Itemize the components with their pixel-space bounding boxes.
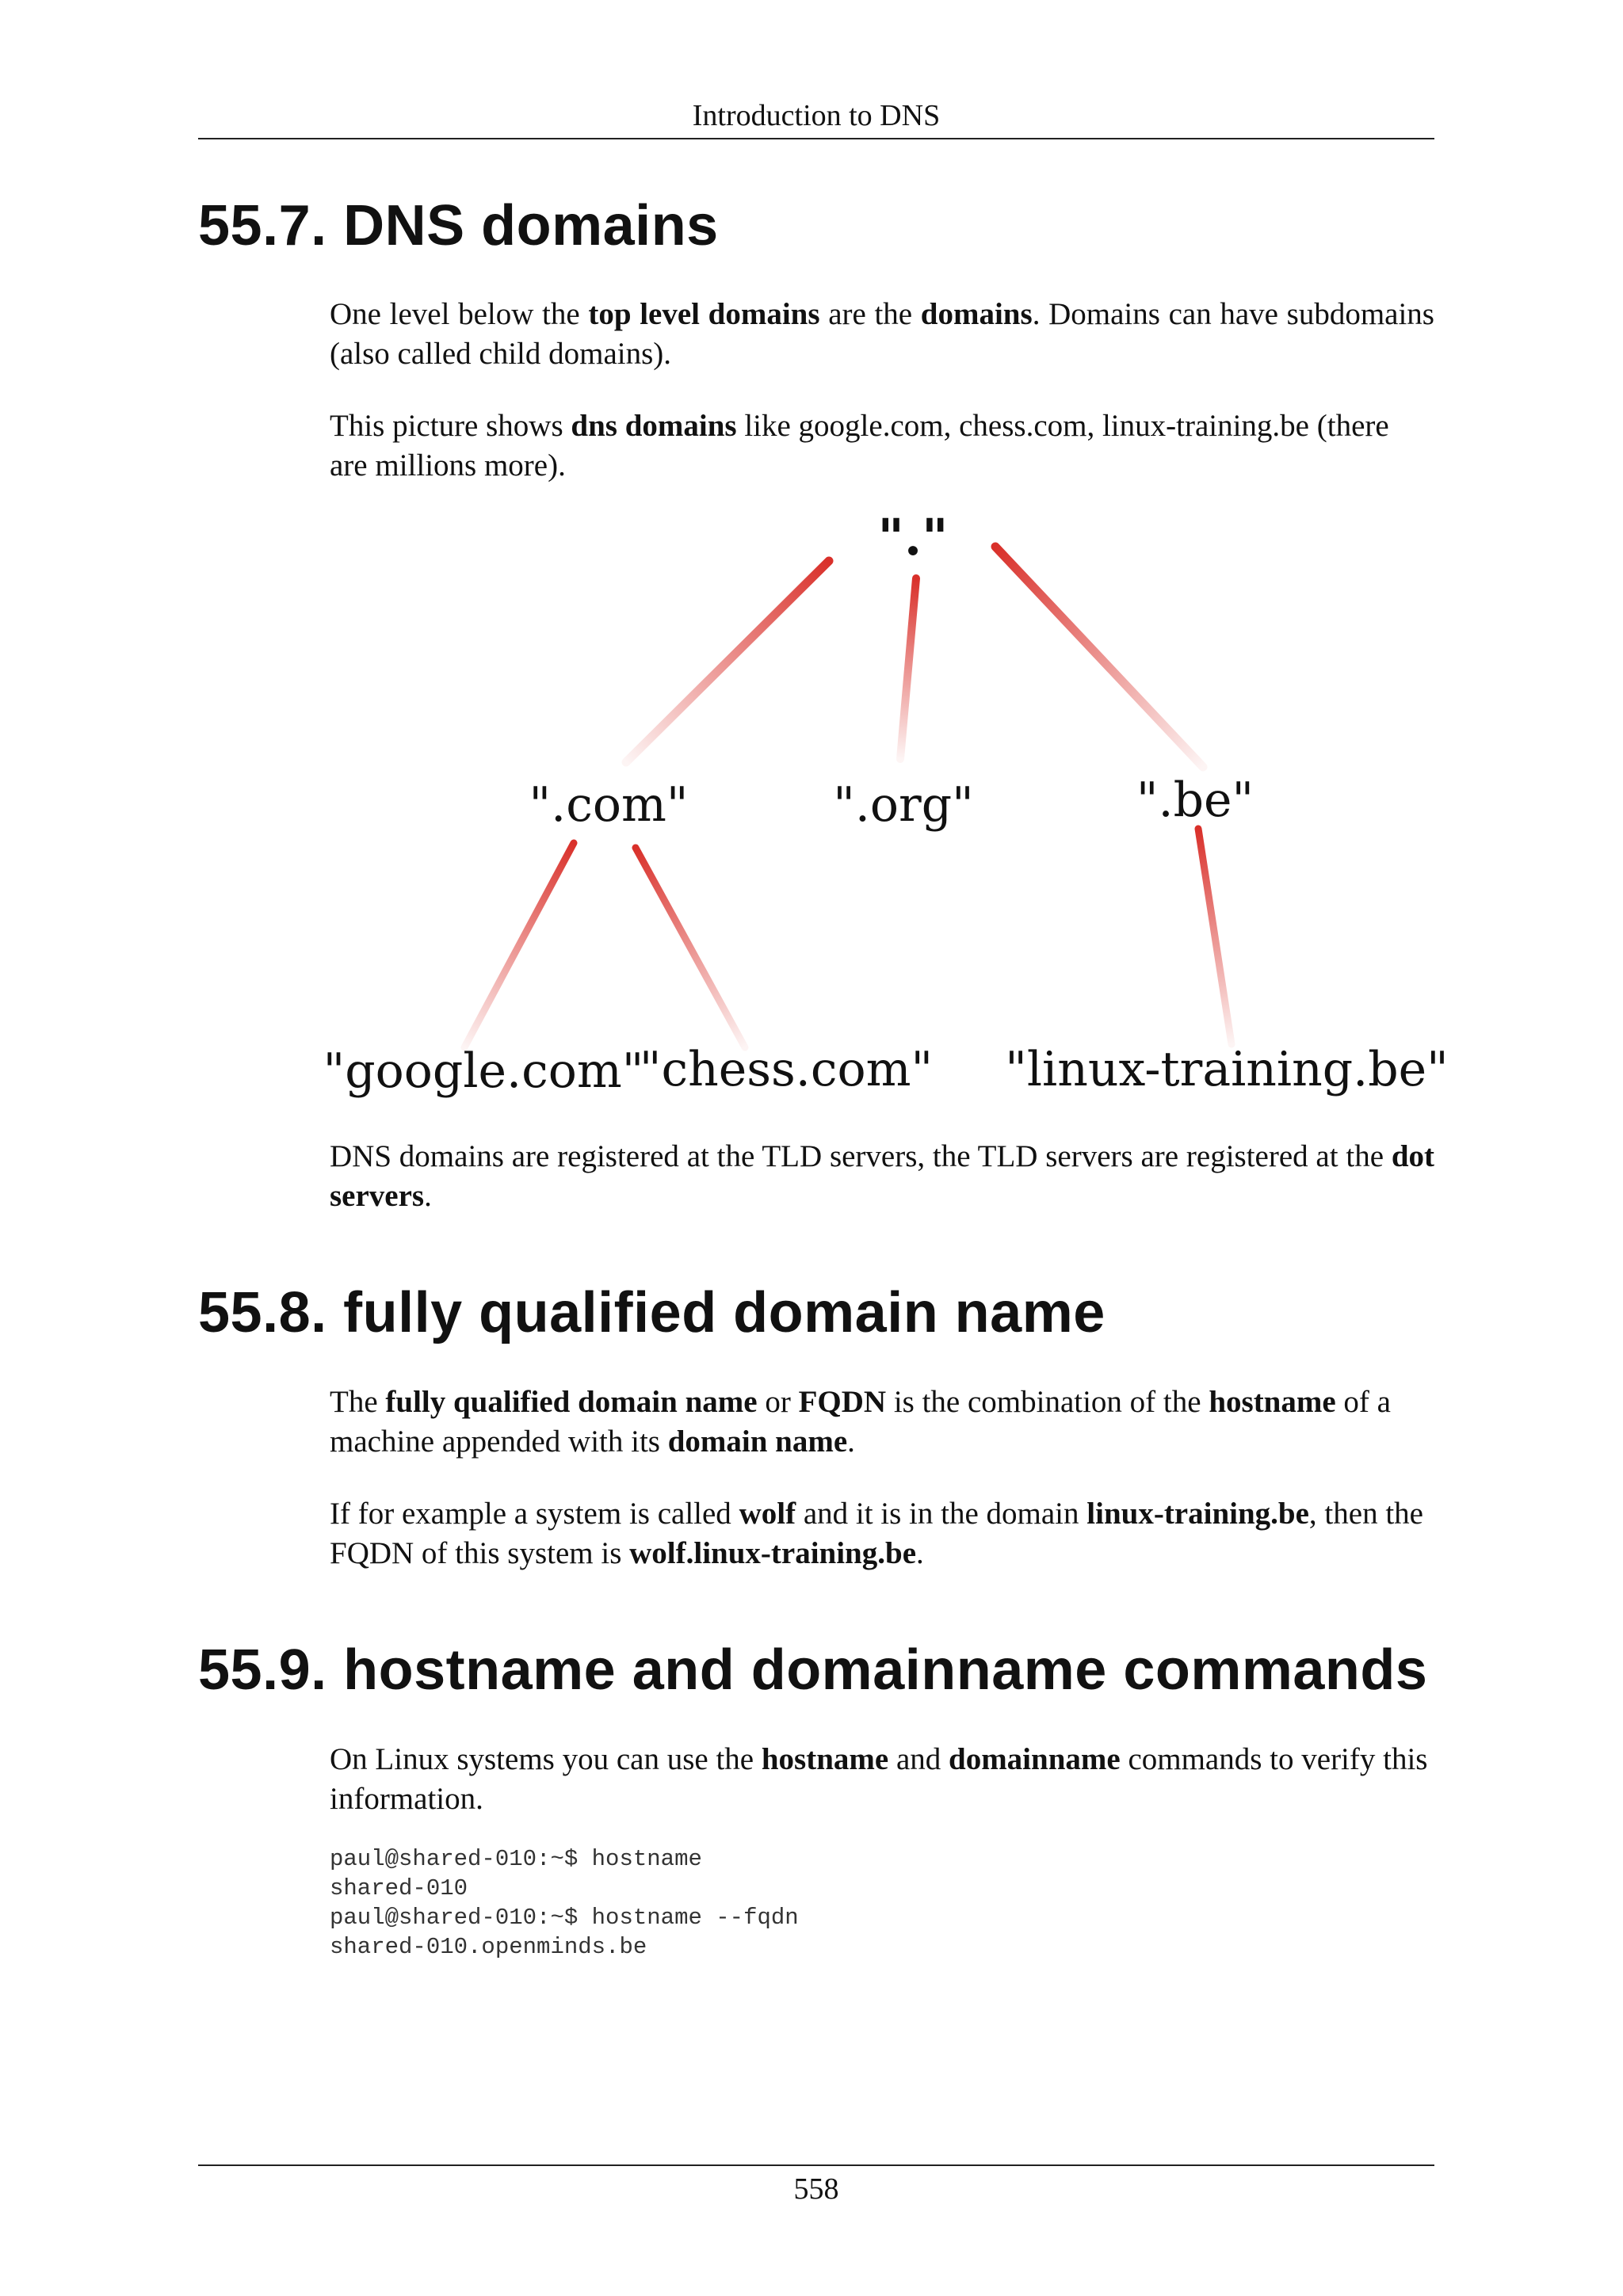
bold-text: FQDN xyxy=(798,1385,887,1419)
text: . xyxy=(424,1179,432,1213)
code-line: paul@shared-010:~$ hostname xyxy=(330,1846,702,1872)
node-chess: "chess.com" xyxy=(639,1042,934,1097)
edge-root-org xyxy=(900,578,916,759)
node-google: "google.com" xyxy=(323,1043,644,1099)
node-com: ".com" xyxy=(529,777,689,833)
section-heading-hostname-commands: 55.9. hostname and domainname commands xyxy=(198,1638,1428,1702)
bold-text: wolf xyxy=(739,1497,796,1531)
bold-text: wolf.linux-training.be xyxy=(629,1536,916,1570)
bold-text: linux-training.be xyxy=(1086,1497,1309,1531)
edge-root-be xyxy=(995,547,1203,767)
text: and it is in the domain xyxy=(796,1497,1087,1531)
text: . xyxy=(916,1536,924,1570)
bold-text: domain name xyxy=(667,1425,848,1459)
paragraph-registration xyxy=(330,1137,1434,1216)
bold-text: hostname xyxy=(1209,1385,1336,1419)
bold-text: top level domains xyxy=(588,297,820,331)
bold-text: fully qualified domain name xyxy=(385,1385,758,1419)
footer-rule xyxy=(198,2164,1434,2166)
node-be: ".be" xyxy=(1136,772,1254,828)
text: One level below the xyxy=(330,297,589,331)
edge-root-com xyxy=(626,561,829,762)
node-linux-training: "linux-training.be" xyxy=(1005,1042,1449,1097)
section-heading-fqdn: 55.8. fully qualified domain name xyxy=(198,1281,1106,1344)
text: and xyxy=(888,1742,949,1776)
running-header: Introduction to DNS xyxy=(692,99,941,132)
bold-text: domainname xyxy=(949,1742,1121,1776)
text: The xyxy=(330,1385,386,1419)
paragraph-hostname-commands xyxy=(330,1740,1434,1819)
bold-text: domains xyxy=(920,297,1033,331)
paragraph-fqdn-example xyxy=(330,1494,1434,1573)
node-org: ".org" xyxy=(833,777,974,833)
page-number: 558 xyxy=(793,2172,839,2206)
paragraph-fqdn-definition xyxy=(330,1383,1434,1462)
bold-text: dns domains xyxy=(571,409,737,443)
text: are the xyxy=(819,297,921,331)
text: This picture shows xyxy=(330,409,571,443)
edge-com-chess xyxy=(636,848,745,1047)
text: of a machine appended with its xyxy=(330,1385,1391,1459)
text: like google.com, chess.com, linux-training.be (there are millions more). xyxy=(330,409,1389,482)
code-line: shared-010 xyxy=(330,1875,468,1901)
text: On Linux systems you can use the xyxy=(330,1742,762,1776)
text: or xyxy=(757,1385,799,1419)
text: is the combination of the xyxy=(886,1385,1209,1419)
text: DNS domains are registered at the TLD servers, the TLD servers are registered at the xyxy=(330,1139,1392,1173)
edge-be-linux xyxy=(1198,829,1232,1044)
text: If for example a system is called xyxy=(330,1497,739,1531)
code-block-terminal xyxy=(330,1844,799,1962)
node-root: "." xyxy=(877,508,949,567)
text: . xyxy=(847,1425,855,1459)
text: , then the FQDN of this system is xyxy=(330,1497,1423,1570)
bold-text: dot servers xyxy=(330,1139,1434,1213)
text: commands to verify this information. xyxy=(330,1742,1428,1816)
text: . Domains can have subdomains (also called child domains). xyxy=(330,297,1434,371)
code-line: paul@shared-010:~$ hostname --fqdn xyxy=(330,1905,799,1931)
section-heading-dns-domains: 55.7. DNS domains xyxy=(198,194,719,257)
edge-com-google xyxy=(464,843,574,1047)
bold-text: hostname xyxy=(761,1742,889,1776)
code-line: shared-010.openminds.be xyxy=(330,1934,647,1960)
